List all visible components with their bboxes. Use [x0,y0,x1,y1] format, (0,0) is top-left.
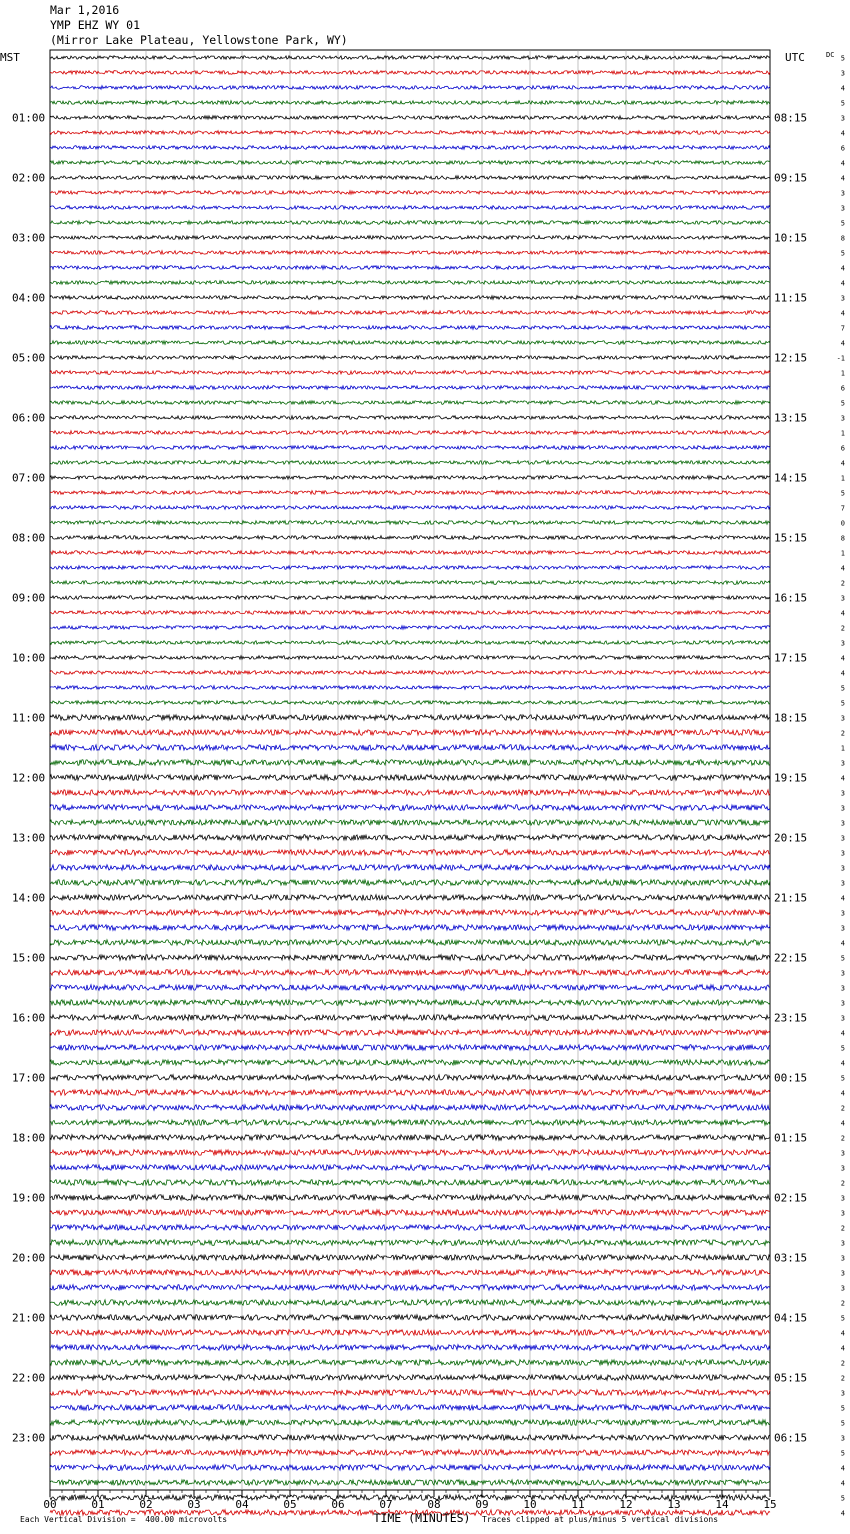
dc-offset-value: 5 [840,249,845,258]
x-tick-label: 03 [187,1498,201,1511]
dc-offset-value: 3 [840,1014,845,1023]
seismic-trace [50,656,770,660]
seismic-trace [50,745,770,751]
seismic-trace [50,790,770,796]
utc-hour-label: 01:15 [774,1131,808,1145]
x-tick-label: 13 [667,1498,681,1511]
dc-offset-value: 4 [840,309,845,318]
dc-offset-value: 3 [840,879,845,888]
seismic-trace [50,1240,770,1246]
utc-hour-label: 04:15 [774,1311,808,1325]
utc-hour-label: 16:15 [774,591,808,605]
x-tick-label: 02 [139,1498,153,1511]
seismic-trace [50,865,770,871]
seismic-trace [50,431,770,435]
dc-offset-value: 0 [840,519,845,528]
seismic-trace [50,1135,770,1141]
seismic-trace [50,1060,770,1066]
dc-offset-value: 7 [840,504,845,513]
dc-offset-value: 4 [840,774,845,783]
utc-hour-label: 21:15 [774,891,808,905]
seismic-trace [50,176,770,180]
dc-offset-value: 4 [840,564,845,573]
mst-hour-label: 04:00 [12,291,46,305]
dc-offset-value: -1 [836,354,845,363]
clipping-note: Traces clipped at plus/minus 5 vertical divisions [482,1515,719,1524]
x-tick-label: 07 [379,1498,393,1511]
dc-offset-value: 3 [840,789,845,798]
dc-offset-value: 3 [840,1239,845,1248]
x-tick-label: 05 [283,1498,297,1511]
dc-label: DC [826,51,835,59]
dc-offset-value: 3 [840,924,845,933]
utc-hour-label: 22:15 [774,951,808,965]
seismic-trace [50,1375,770,1381]
seismic-trace [50,446,770,450]
dc-offset-value: 5 [840,54,845,63]
dc-offset-value: 5 [840,1449,845,1458]
dc-offset-value: 4 [840,159,845,168]
seismic-trace [50,850,770,856]
dc-offset-value: 3 [840,984,845,993]
seismic-trace [50,1285,770,1291]
mst-hour-label: 05:00 [12,351,46,365]
dc-offset-value: 4 [840,669,845,678]
seismic-trace [50,1180,770,1186]
seismic-trace [50,56,770,60]
dc-offset-value: 5 [840,489,845,498]
dc-offset-value: 3 [840,1194,845,1203]
seismic-trace [50,880,770,886]
seismic-trace [50,536,770,540]
dc-offset-value: 4 [840,1509,845,1518]
dc-offset-value: 3 [840,999,845,1008]
dc-offset-value: 4 [840,129,845,138]
seismic-trace [50,805,770,811]
dc-offset-value: 5 [840,699,845,708]
mst-hour-label: 09:00 [12,591,46,605]
dc-offset-value: 5 [840,399,845,408]
utc-hour-label: 18:15 [774,711,808,725]
seismic-trace [50,970,770,976]
chart-date: Mar 1,2016 [50,3,120,17]
seismic-trace [50,671,770,675]
seismic-trace [50,86,770,90]
utc-hour-label: 12:15 [774,351,808,365]
dc-offset-value: 5 [840,1314,845,1323]
seismic-trace [50,326,770,330]
seismic-trace [50,1210,770,1216]
utc-hour-label: 14:15 [774,471,808,485]
seismic-trace [50,146,770,150]
dc-offset-value: 3 [840,969,845,978]
seismic-trace [50,895,770,901]
mst-hour-label: 19:00 [12,1191,46,1205]
x-tick-label: 10 [523,1498,537,1511]
dc-offset-value: 4 [840,459,845,468]
seismic-trace [50,1225,770,1231]
dc-offset-value: 8 [840,234,845,243]
dc-offset-value: 3 [840,189,845,198]
x-tick-label: 12 [619,1498,633,1511]
mst-hour-label: 02:00 [12,171,46,185]
seismic-trace [50,371,770,375]
dc-offset-value: 5 [840,684,845,693]
dc-offset-value: 4 [840,264,845,273]
dc-offset-value: 4 [840,1479,845,1488]
seismic-trace [50,1390,770,1396]
seismic-trace [50,940,770,946]
dc-offset-value: 5 [840,1074,845,1083]
dc-offset-value: 4 [840,1089,845,1098]
dc-offset-value: 5 [840,1404,845,1413]
seismic-trace [50,401,770,405]
dc-offset-value: 1 [840,474,845,483]
dc-offset-value: 5 [840,954,845,963]
dc-offset-value: 4 [840,1344,845,1353]
seismic-trace [50,626,770,630]
dc-offset-value: 3 [840,1434,845,1443]
seismic-trace [50,955,770,961]
utc-hour-label: 08:15 [774,111,808,125]
utc-hour-label: 19:15 [774,771,808,785]
dc-offset-value: 3 [840,1209,845,1218]
dc-offset-value: 3 [840,594,845,603]
dc-offset-value: 6 [840,444,845,453]
mst-hour-label: 08:00 [12,531,46,545]
seismic-trace [50,1120,770,1126]
seismic-trace [50,476,770,480]
utc-hour-label: 20:15 [774,831,808,845]
dc-offset-value: 3 [840,1389,845,1398]
dc-offset-value: 4 [840,174,845,183]
seismic-trace [50,356,770,360]
seismic-trace [50,1315,770,1321]
seismic-trace [50,1045,770,1051]
seismic-trace [50,1300,770,1306]
x-tick-label: 14 [715,1498,729,1511]
seismic-trace [50,71,770,75]
dc-offset-value: 2 [840,729,845,738]
mst-hour-label: 18:00 [12,1131,46,1145]
dc-offset-value: 3 [840,834,845,843]
utc-hour-label: 06:15 [774,1431,808,1445]
dc-offset-value: 2 [840,579,845,588]
dc-offset-value: 5 [840,99,845,108]
seismic-trace [50,581,770,585]
dc-offset-value: 2 [840,1299,845,1308]
dc-offset-value: 3 [840,1164,845,1173]
station-code: YMP EHZ WY 01 [50,18,141,32]
dc-offset-value: 4 [840,609,845,618]
seismic-trace [50,521,770,525]
mst-hour-label: 21:00 [12,1311,46,1325]
mst-hour-label: 06:00 [12,411,46,425]
mst-hour-label: 16:00 [12,1011,46,1025]
seismic-trace [50,835,770,841]
mst-hour-label: 20:00 [12,1251,46,1265]
dc-offset-value: 3 [840,909,845,918]
seismic-trace [50,311,770,315]
dc-offset-value: 4 [840,1464,845,1473]
dc-offset-value: 3 [840,294,845,303]
seismic-trace [50,910,770,916]
utc-hour-label: 17:15 [774,651,808,665]
mst-hour-label: 14:00 [12,891,46,905]
seismic-trace [50,296,770,300]
dc-offset-value: 3 [840,414,845,423]
dc-offset-value: 4 [840,1119,845,1128]
x-tick-label: 15 [763,1498,777,1511]
dc-offset-value: 2 [840,1134,845,1143]
seismic-trace [50,1330,770,1336]
dc-offset-value: 7 [840,324,845,333]
seismic-trace [50,760,770,766]
seismic-trace [50,1000,770,1006]
x-tick-label: 00 [43,1498,57,1511]
dc-offset-value: 4 [840,939,845,948]
dc-offset-value: 1 [840,744,845,753]
dc-offset-value: 6 [840,384,845,393]
seismic-trace [50,596,770,600]
seismic-trace [50,1270,770,1276]
seismic-trace [50,1075,770,1081]
dc-offset-value: 5 [840,1494,845,1503]
seismic-trace [50,820,770,826]
mst-hour-label: 23:00 [12,1431,46,1445]
dc-offset-value: 3 [840,114,845,123]
x-axis-title: TIME (MINUTES) [373,1511,471,1525]
dc-offset-value: 4 [840,894,845,903]
mst-hour-label: 11:00 [12,711,46,725]
seismic-trace [50,1195,770,1201]
seismic-trace [50,491,770,495]
dc-offset-value: 3 [840,864,845,873]
seismic-trace [50,1015,770,1021]
seismic-trace [50,191,770,195]
dc-offset-value: 5 [840,219,845,228]
seismic-trace [50,236,770,240]
dc-offset-value: 3 [840,1269,845,1278]
dc-offset-value: 2 [840,624,845,633]
dc-offset-value: 4 [840,1029,845,1038]
seismic-trace [50,131,770,135]
utc-hour-label: 10:15 [774,231,808,245]
seismic-trace [50,116,770,120]
dc-offset-value: 3 [840,639,845,648]
utc-hour-label: 03:15 [774,1251,808,1265]
seismic-trace [50,1255,770,1261]
seismic-trace [50,1150,770,1156]
seismic-trace [50,461,770,465]
utc-hour-label: 13:15 [774,411,808,425]
seismic-trace [50,221,770,225]
seismic-trace [50,1435,770,1441]
dc-offset-value: 3 [840,759,845,768]
dc-offset-value: 2 [840,1179,845,1188]
seismic-trace [50,1495,770,1501]
x-tick-label: 08 [427,1498,441,1511]
mst-label: MST [0,51,20,64]
station-location: (Mirror Lake Plateau, Yellowstone Park, WY) [50,33,348,47]
seismic-trace [50,1030,770,1036]
utc-hour-label: 00:15 [774,1071,808,1085]
mst-hour-label: 10:00 [12,651,46,665]
dc-offset-value: 3 [840,804,845,813]
dc-offset-value: 8 [840,534,845,543]
dc-offset-value: 1 [840,429,845,438]
mst-hour-label: 13:00 [12,831,46,845]
mst-hour-label: 01:00 [12,111,46,125]
utc-hour-label: 23:15 [774,1011,808,1025]
seismic-trace [50,1405,770,1411]
dc-offset-value: 3 [840,69,845,78]
seismic-trace [50,506,770,510]
dc-offset-value: 2 [840,1104,845,1113]
x-tick-label: 01 [91,1498,105,1511]
seismic-trace [50,386,770,390]
seismic-trace [50,775,770,781]
mst-hour-label: 12:00 [12,771,46,785]
dc-offset-value: 4 [840,1059,845,1068]
seismic-trace [50,1360,770,1366]
seismic-trace [50,1165,770,1171]
x-tick-label: 11 [571,1498,585,1511]
x-tick-label: 04 [235,1498,249,1511]
dc-offset-value: 3 [840,819,845,828]
dc-offset-value: 4 [840,84,845,93]
utc-hour-label: 05:15 [774,1371,808,1385]
seismic-trace [50,1105,770,1111]
mst-hour-label: 22:00 [12,1371,46,1385]
dc-offset-value: 2 [840,1359,845,1368]
seismic-trace [50,925,770,931]
seismic-trace [50,281,770,285]
seismic-trace [50,715,770,721]
dc-offset-value: 3 [840,714,845,723]
utc-label: UTC [785,51,805,64]
seismic-trace [50,1090,770,1096]
utc-hour-label: 11:15 [774,291,808,305]
seismic-trace [50,611,770,615]
x-tick-label: 09 [475,1498,489,1511]
utc-hour-label: 15:15 [774,531,808,545]
dc-offset-value: 3 [840,1149,845,1158]
seismic-trace [50,161,770,165]
dc-offset-value: 5 [840,1044,845,1053]
utc-hour-label: 09:15 [774,171,808,185]
seismic-trace [50,101,770,105]
seismic-trace [50,641,770,645]
dc-offset-value: 4 [840,1329,845,1338]
seismic-trace [50,730,770,736]
mst-hour-label: 03:00 [12,231,46,245]
dc-offset-value: 1 [840,549,845,558]
seismic-trace [50,251,770,255]
dc-offset-value: 4 [840,339,845,348]
seismic-trace [50,1480,770,1486]
dc-offset-value: 2 [840,1374,845,1383]
dc-offset-value: 5 [840,1419,845,1428]
seismic-trace [50,341,770,345]
dc-offset-value: 6 [840,144,845,153]
seismic-trace [50,266,770,270]
seismic-trace [50,701,770,705]
mst-hour-label: 07:00 [12,471,46,485]
seismic-trace [50,566,770,570]
seismic-trace [50,985,770,991]
dc-offset-value: 1 [840,369,845,378]
dc-offset-value: 2 [840,1224,845,1233]
vertical-division-note: Each Vertical Division = 400.00 microvolts [20,1515,228,1524]
seismic-trace [50,1345,770,1351]
utc-hour-label: 02:15 [774,1191,808,1205]
dc-offset-value: 3 [840,1254,845,1263]
dc-offset-value: 4 [840,654,845,663]
seismic-trace [50,686,770,690]
mst-hour-label: 17:00 [12,1071,46,1085]
seismic-trace [50,1420,770,1426]
seismic-trace [50,206,770,210]
dc-offset-value: 3 [840,1284,845,1293]
dc-offset-value: 3 [840,204,845,213]
seismic-trace [50,1465,770,1471]
seismic-trace [50,1450,770,1456]
dc-offset-value: 4 [840,279,845,288]
x-tick-label: 06 [331,1498,345,1511]
seismic-trace [50,551,770,555]
mst-hour-label: 15:00 [12,951,46,965]
seismic-trace [50,416,770,420]
dc-offset-value: 3 [840,849,845,858]
